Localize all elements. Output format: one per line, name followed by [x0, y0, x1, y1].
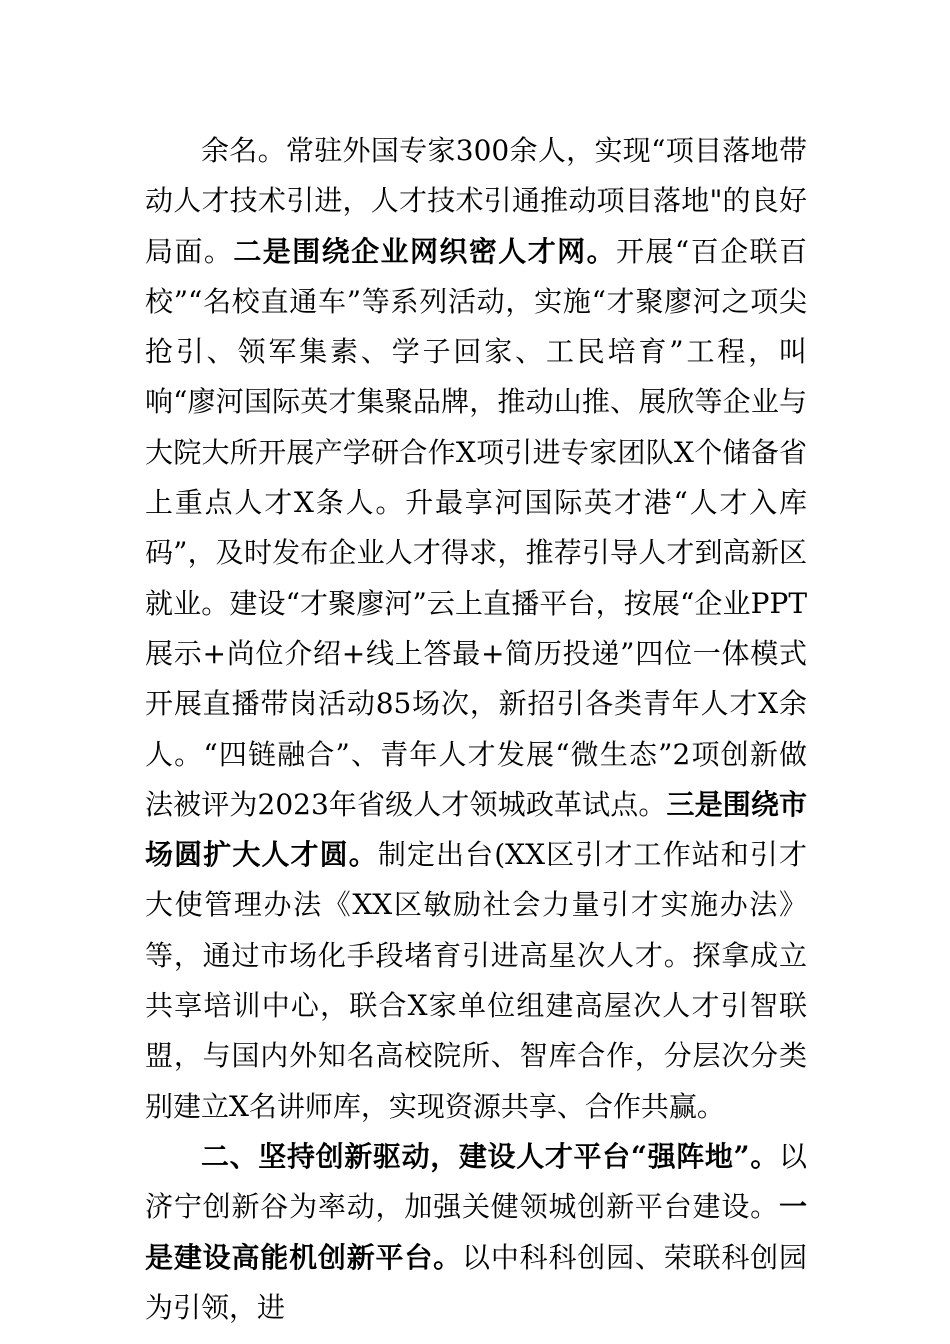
text-run: 以中科科创园、荣联科创园为引领，进	[145, 1240, 807, 1324]
paragraph-innovation-platform	[145, 1132, 807, 1333]
text-run: 余名。常驻外国专家300余人，实现“项目落地带动人才技术引进，人才技术引通推动项目落地"的良好局面。	[145, 134, 807, 268]
section-heading-market-circle: 三是围绕市场圆扩大人才圆。	[145, 787, 807, 872]
body-text	[145, 126, 807, 1333]
text-run: 以济宁创新谷为率动，加强关健领城创新平台建设。	[145, 1139, 807, 1224]
section-heading-innovation-driven: 二、坚持创新驱动，建设人才平台“强阵地”。	[201, 1139, 779, 1173]
section-heading-high-energy-platform: 一是建设高能机创新平台。	[145, 1190, 807, 1274]
text-run: 开展“百企联百校”“名校直通车”等系列活动，实施“才聚廖河之项尖抢引、领军集素、学子回家、工民培育”工程，叫响“廖河国际英才集聚品牌，推动山推、展欣等企业与大院大所开展产学研合作X项引进专家团队X个储备省上重点人才X条人。升最享河国际英才港“人才入库码”，及时发布企业人才得求，推荐引导人才到高新区就业。建设“才聚廖河”云上直播平台，按展“企业PPT展示+尚位介绍+线上答最+简历投递”四位一体模式开展直播带岗活动85场次，新招引各类青年人才X余人。“四链融合”、青年人才发展“微生态”2项创新做法被评为2023年省级人才领城政革试点。	[145, 234, 807, 821]
text-run: 制定出台(XX区引才工作站和引才大使管理办法《XX区敏励社会力量引才实施办法》等，通过市场化手段堵育引进高星次人才。探拿成立共享培训中心，联合X家单位组建高屋次人才引智联盟，与国内外知名高校院所、智库合作，分层次分类别建立X名讲师库，实现资源共享、合作共赢。	[145, 838, 807, 1123]
paragraph-talent-introduction	[145, 126, 807, 1132]
section-heading-enterprise-network: 二是围绕企业网织密人才网。	[233, 234, 617, 268]
